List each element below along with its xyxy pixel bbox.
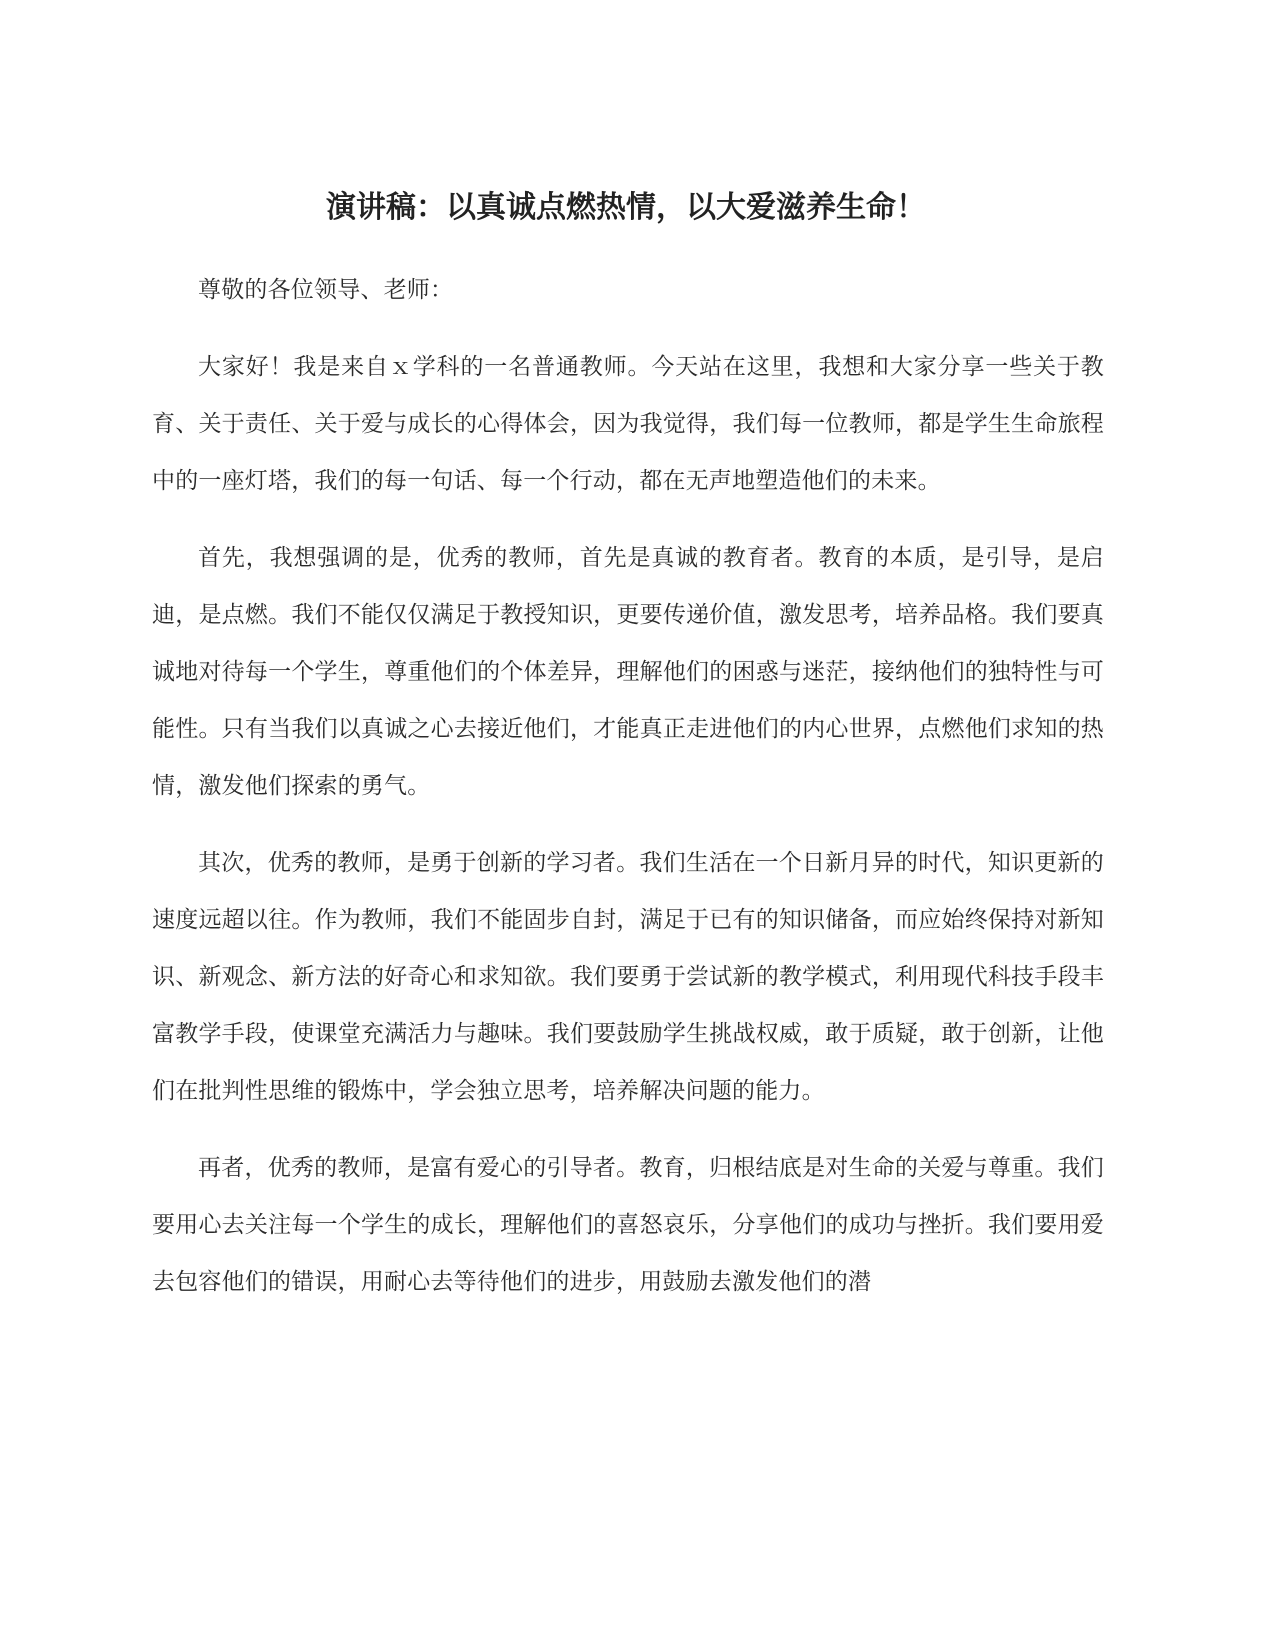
paragraph-love: 再者，优秀的教师，是富有爱心的引导者。教育，归根结底是对生命的关爱与尊重。我们要用心去关注每一个学生的成长，理解他们的喜怒哀乐，分享他们的成功与挫折。我们要用爱去包容他们的错误，用耐心去等待他们的进步，用鼓励去激发他们的潜	[152, 1155, 1104, 1295]
paragraph-greeting: 大家好！我是来自ｘ学科的一名普通教师。今天站在这里，我想和大家分享一些关于教育、关于责任、关于爱与成长的心得体会，因为我觉得，我们每一位教师，都是学生生命旅程中的一座灯塔，我们的每一句话、每一个行动，都在无声地塑造他们的未来。	[152, 354, 1104, 494]
paragraph-innovation: 其次，优秀的教师，是勇于创新的学习者。我们生活在一个日新月异的时代，知识更新的速度远超以往。作为教师，我们不能固步自封，满足于已有的知识储备，而应始终保持对新知识、新观念、新方法的好奇心和求知欲。我们要勇于尝试新的教学模式，利用现代科技手段丰富教学手段，使课堂充满活力与趣味。我们要鼓励学生挑战权威，敢于质疑，敢于创新，让他们在批判性思维的锻炼中，学会独立思考，培养解决问题的能力。	[152, 850, 1104, 1104]
salutation: 尊敬的各位领导、老师：	[198, 277, 454, 303]
paragraph-sincerity: 首先，我想强调的是，优秀的教师，首先是真诚的教育者。教育的本质，是引导，是启迪，是点燃。我们不能仅仅满足于教授知识，更要传递价值，激发思考，培养品格。我们要真诚地对待每一个学生，尊重他们的个体差异，理解他们的困惑与迷茫，接纳他们的独特性与可能性。只有当我们以真诚之心去接近他们，才能真正走进他们的内心世界，点燃他们求知的热情，激发他们探索的勇气。	[152, 545, 1104, 799]
speech-body	[152, 262, 1104, 1331]
page-title: 演讲稿：以真诚点燃热情，以大爱滋养生命！	[326, 190, 926, 225]
